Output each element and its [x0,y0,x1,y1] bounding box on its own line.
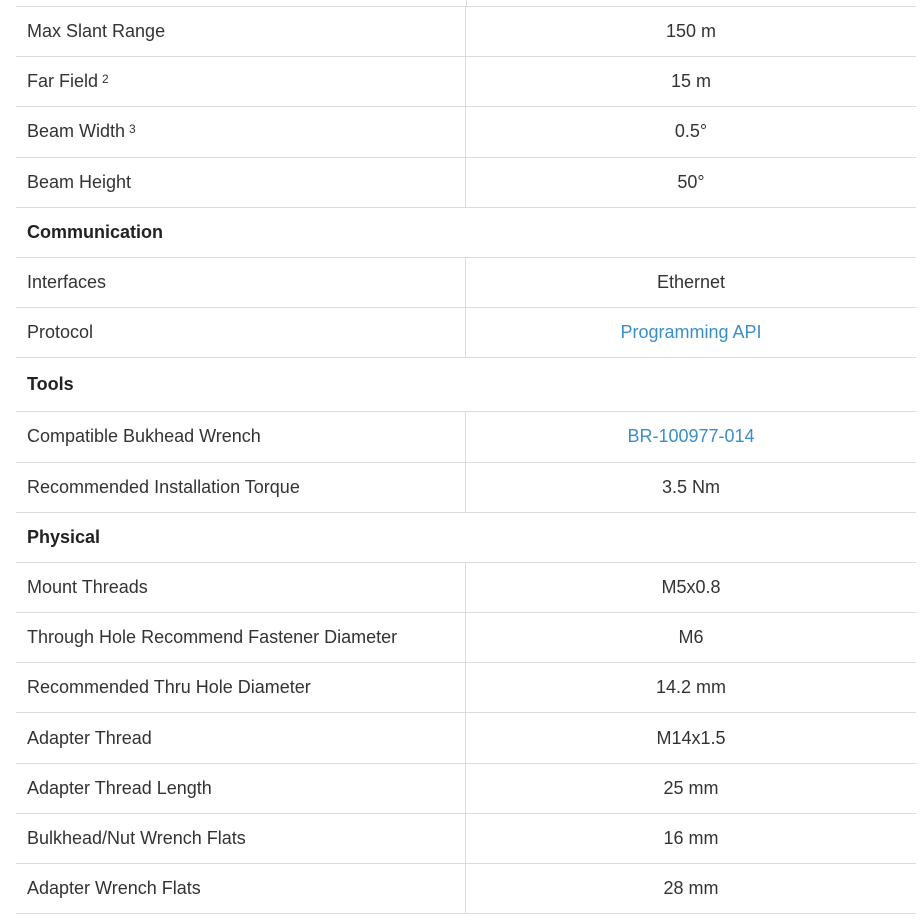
spec-label: Recommended Installation Torque [16,463,466,512]
spec-label: Adapter Thread Length [16,764,466,813]
spec-value: 3.5 Nm [661,476,721,497]
spec-value: 16 mm [663,827,719,848]
spec-label: Mount Threads [16,563,466,612]
wrench-part-link[interactable]: BR-100977-014 [627,426,755,447]
spec-value-cell [466,412,916,461]
spec-label: Compatible Bukhead Wrench [16,412,466,461]
spec-value: 150 m [665,21,717,42]
spec-value: M14x1.5 [656,727,726,748]
spec-label: Through Hole Recommend Fastener Diameter [16,613,466,662]
section-title: Communication [27,221,164,242]
spec-value: 50° [677,171,705,192]
spec-value: 14.2 mm [655,677,727,698]
table-row [16,107,916,157]
spec-label: Far Field $^2$ [16,57,466,106]
spec-value: 28 mm [663,878,719,899]
table-row [16,57,916,107]
spec-label: Beam Height [16,158,466,207]
table-row [16,563,916,613]
spec-value: Ethernet [656,272,726,293]
programming-api-link[interactable]: Programming API [620,322,762,343]
spec-label: Protocol [16,308,466,357]
spec-label: Interfaces [16,258,466,307]
spec-label: Adapter Wrench Flats [16,864,466,913]
spec-value: M6 [678,627,704,648]
table-row [16,463,916,513]
spec-label: Adapter Thread [16,713,466,762]
section-header-communication [16,208,916,258]
spec-value: 0.5° [674,121,708,142]
spec-value: 25 mm [663,777,719,798]
table-row [16,713,916,763]
spec-label: Bulkhead/Nut Wrench Flats [16,814,466,863]
section-title: Tools [27,374,74,395]
table-row [16,663,916,713]
section-header-physical [16,513,916,563]
spec-label: Max Slant Range [16,7,466,56]
spec-label: Beam Width $^3$ [16,107,466,156]
section-title: Physical [27,526,101,547]
spec-value: M5x0.8 [661,576,721,597]
spec-value: 15 m [670,71,712,92]
spec-label: Recommended Thru Hole Diameter [16,663,466,712]
table-row [16,412,916,462]
spec-value-cell [466,308,916,357]
table-row [16,158,916,208]
table-row [16,7,916,57]
table-row [16,864,916,914]
table-row [16,258,916,308]
table-row [16,613,916,663]
table-row [16,308,916,358]
section-header-tools [16,358,916,412]
table-row [16,814,916,864]
table-row [16,764,916,814]
specifications-table [16,6,916,914]
